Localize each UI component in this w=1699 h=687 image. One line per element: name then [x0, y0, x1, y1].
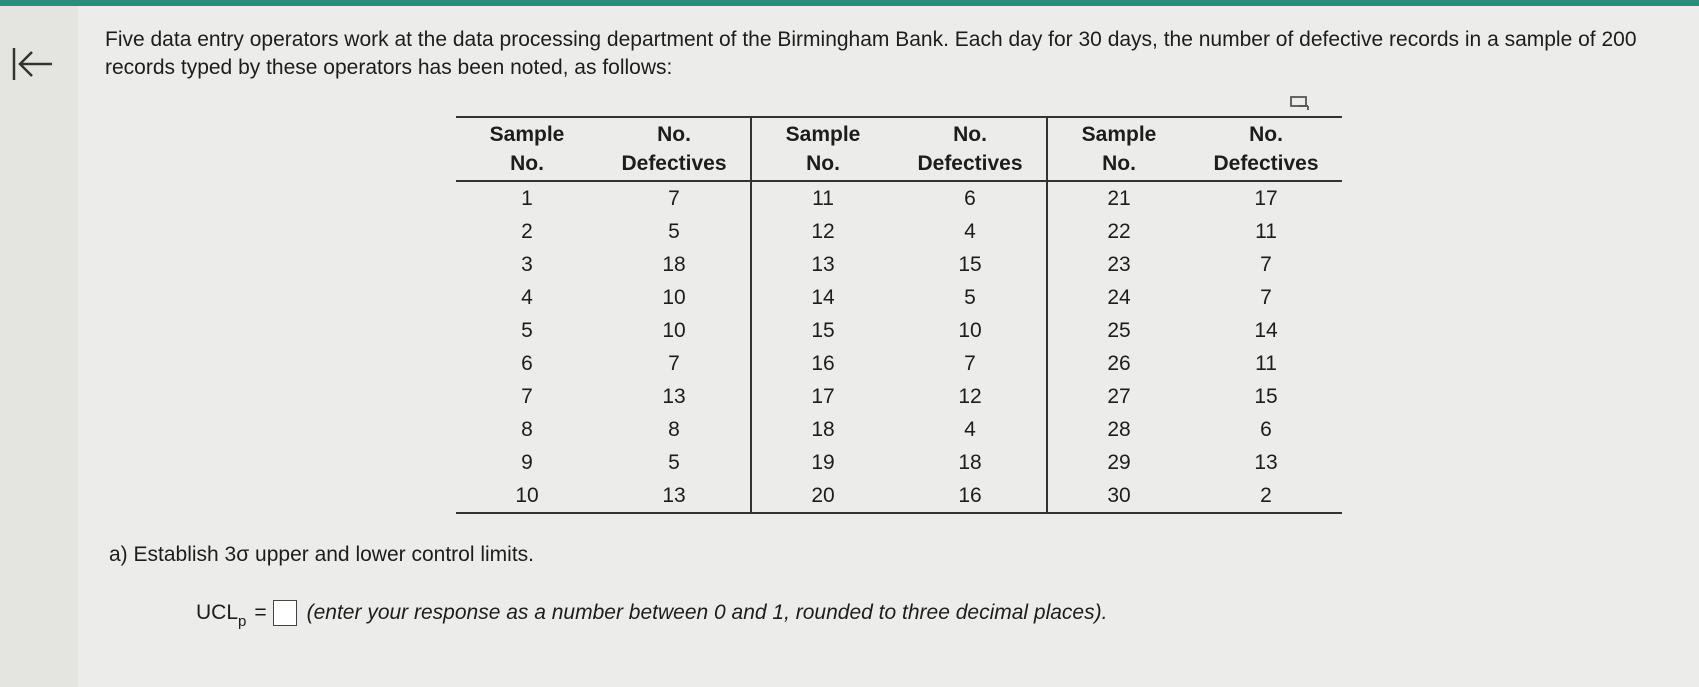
sample-no-cell: 8: [521, 417, 533, 441]
sample-no-cell: 17: [751, 380, 894, 413]
defectives-cell: 8: [668, 417, 680, 441]
sample-no-cell: 9: [521, 450, 533, 474]
defectives-cell: 14: [1254, 318, 1278, 342]
table-row: [456, 347, 1342, 380]
defectives-cell: 13: [1254, 450, 1278, 474]
sample-no-cell: 21: [1047, 181, 1190, 215]
defectives-cell: 6: [1260, 417, 1272, 441]
sample-no-cell: 5: [521, 318, 533, 342]
sample-no-cell: 19: [751, 446, 894, 479]
defectives-cell: 10: [662, 318, 686, 342]
header-defectives-2: No. Defectives: [894, 117, 1047, 181]
header-sample-no-1: Sample No.: [456, 117, 598, 181]
main-content: [78, 6, 1699, 687]
answer-hint: (enter your response as a number between 0 and 1, rounded to three decimal places).: [306, 601, 1108, 624]
defectives-cell: 7: [668, 351, 680, 375]
defectives-cell: 16: [894, 479, 1047, 513]
sample-no-cell: 27: [1047, 380, 1190, 413]
defectives-cell: 11: [1255, 219, 1277, 243]
sample-no-cell: 26: [1047, 347, 1190, 380]
back-arrow-icon[interactable]: [10, 44, 62, 84]
defectives-cell: 17: [1254, 186, 1278, 210]
sample-no-cell: 23: [1047, 248, 1190, 281]
defectives-cell: 18: [662, 252, 686, 276]
sample-no-cell: 4: [521, 285, 533, 309]
defectives-cell: 7: [964, 351, 976, 375]
problem-statement: Five data entry operators work at the data processing department of the Birmingham Bank. Each day for 30 days, the number of defective records in a sample of 200 records typed by these operators has been noted, as follows:: [105, 28, 1637, 79]
table-row: [456, 314, 1342, 347]
defectives-cell: 13: [662, 384, 686, 408]
table-row: [456, 479, 1342, 513]
defectives-cell: 13: [598, 479, 751, 513]
sample-no-cell: 13: [751, 248, 894, 281]
defectives-cell: 7: [668, 186, 680, 210]
defectives-cell: 18: [958, 450, 982, 474]
sample-no-cell: 20: [751, 479, 894, 513]
sample-no-cell: 6: [521, 351, 533, 375]
sample-no-cell: 25: [1047, 314, 1190, 347]
defectives-cell: 15: [1254, 384, 1278, 408]
defectives-cell: 4: [964, 417, 976, 441]
sample-no-cell: 30: [1047, 479, 1190, 513]
sample-no-cell: 28: [1047, 413, 1190, 446]
defectives-cell: 5: [668, 219, 680, 243]
table-row: [456, 215, 1342, 248]
table-row: [456, 380, 1342, 413]
defectives-cell: 6: [964, 186, 976, 210]
defectives-cell: 12: [958, 384, 982, 408]
sample-no-cell: 3: [521, 252, 533, 276]
table-header-row: [456, 117, 1342, 181]
sample-no-cell: 1: [521, 186, 533, 210]
equals-sign: =: [254, 601, 267, 624]
sample-no-cell: 16: [751, 347, 894, 380]
expand-table-icon[interactable]: [1289, 94, 1311, 114]
header-defectives-1: No. Defectives: [598, 117, 751, 181]
table-row: [456, 413, 1342, 446]
sample-no-cell: 18: [751, 413, 894, 446]
table-row: [456, 181, 1342, 215]
defectives-cell: 5: [964, 285, 976, 309]
defectives-cell: 10: [958, 318, 982, 342]
defectives-cell: 11: [1255, 351, 1277, 375]
sample-no-cell: 29: [1047, 446, 1190, 479]
defectives-cell: 7: [1260, 285, 1272, 309]
sample-no-cell: 15: [751, 314, 894, 347]
defects-table: [456, 116, 1342, 514]
ucl-answer-line: [196, 600, 1108, 630]
sample-no-cell: 12: [751, 215, 894, 248]
ucl-answer-input[interactable]: [273, 600, 297, 626]
defectives-cell: 15: [958, 252, 982, 276]
defectives-cell: 2: [1190, 479, 1342, 513]
sample-no-cell: 11: [751, 181, 894, 215]
defectives-cell: 7: [1260, 252, 1272, 276]
part-a-prompt: a) Establish 3σ upper and lower control limits.: [109, 543, 534, 566]
sample-no-cell: 7: [521, 384, 533, 408]
sample-no-cell: 2: [521, 219, 533, 243]
table-row: [456, 281, 1342, 314]
sample-no-cell: 10: [456, 479, 598, 513]
table-row: [456, 248, 1342, 281]
sample-no-cell: 22: [1047, 215, 1190, 248]
defectives-cell: 4: [964, 219, 976, 243]
header-defectives-3: No. Defectives: [1190, 117, 1342, 181]
defectives-cell: 5: [668, 450, 680, 474]
sample-no-cell: 24: [1047, 281, 1190, 314]
defectives-cell: 10: [662, 285, 686, 309]
left-rail: [0, 6, 79, 687]
table-row: [456, 446, 1342, 479]
ucl-label: $UCL_p$: [196, 601, 247, 630]
header-sample-no-3: Sample No.: [1047, 117, 1190, 181]
sample-no-cell: 14: [751, 281, 894, 314]
header-sample-no-2: Sample No.: [751, 117, 894, 181]
